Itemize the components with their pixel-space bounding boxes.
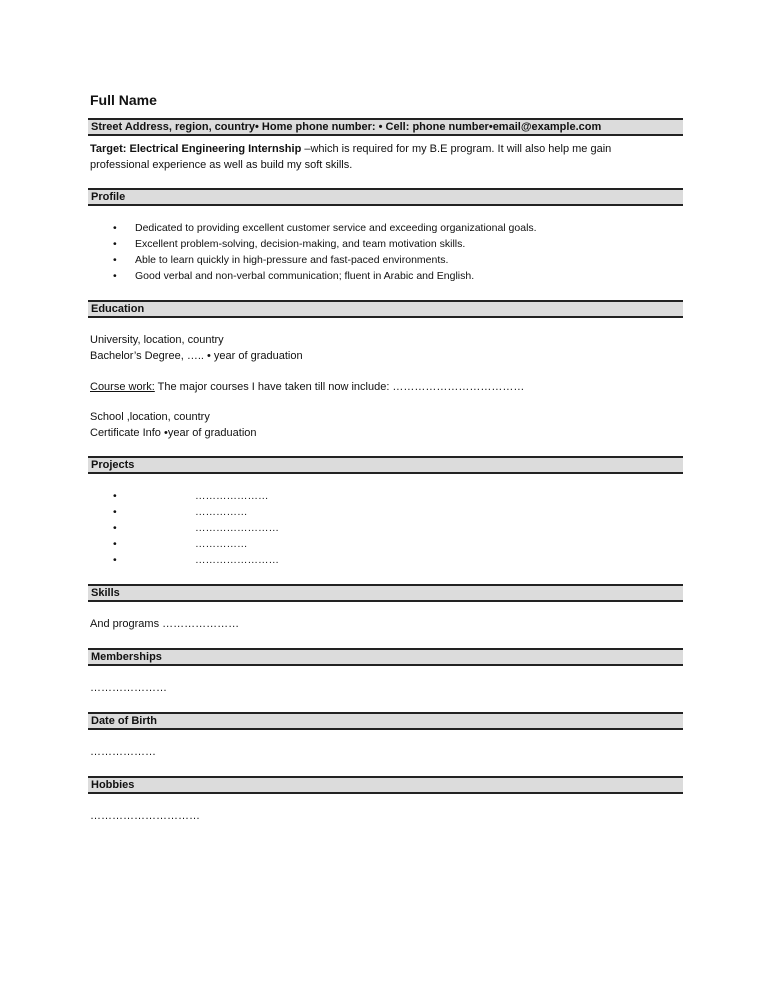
memberships-text: ………………… — [90, 682, 167, 694]
school-line: School ,location, country — [90, 411, 210, 423]
target-line-2: professional experience as well as build my soft skills. — [90, 159, 353, 171]
target-label: Target: Electrical Engineering Internship — [90, 143, 302, 155]
course-work-text: The major courses I have taken till now include: ……………………………… — [154, 381, 525, 393]
bullet-icon: • — [113, 506, 117, 518]
project-item: …………… — [195, 506, 248, 518]
bullet-icon: • — [113, 554, 117, 566]
list-item — [113, 268, 537, 284]
target-line-1 — [90, 141, 611, 157]
course-work-label: Course work: — [90, 381, 155, 393]
target-text-1: –which is required for my B.E program. It will also help me gain — [301, 143, 612, 155]
bullet-icon: • — [113, 270, 117, 282]
list-item — [113, 552, 279, 568]
section-heading-hobbies: Hobbies — [88, 776, 683, 794]
full-name-heading: Full Name — [90, 92, 157, 108]
section-heading-projects: Projects — [88, 456, 683, 474]
list-item — [113, 536, 279, 552]
bullet-icon: • — [113, 538, 117, 550]
list-item — [113, 252, 537, 268]
section-heading-date-of-birth: Date of Birth — [88, 712, 683, 730]
profile-item: Dedicated to providing excellent customer service and exceeding organizational goals. — [135, 222, 537, 234]
bullet-icon: • — [113, 222, 117, 234]
list-item — [113, 220, 537, 236]
profile-item: Able to learn quickly in high-pressure and fast-paced environments. — [135, 254, 449, 266]
bullet-icon: • — [113, 238, 117, 250]
course-work-line — [90, 379, 524, 395]
project-item: …………………… — [195, 554, 279, 566]
projects-list — [113, 488, 279, 568]
list-item — [113, 236, 537, 252]
date-of-birth-text: ……………… — [90, 746, 156, 758]
bullet-icon: • — [113, 522, 117, 534]
skills-text: And programs ………………… — [90, 618, 240, 630]
section-heading-education: Education — [88, 300, 683, 318]
project-item: …………… — [195, 538, 248, 550]
list-item — [113, 504, 279, 520]
degree-line: Bachelor’s Degree, ….. • year of graduation — [90, 350, 303, 362]
section-heading-skills: Skills — [88, 584, 683, 602]
profile-item: Good verbal and non-verbal communication; fluent in Arabic and English. — [135, 270, 475, 282]
bullet-icon: • — [113, 254, 117, 266]
profile-list — [113, 220, 537, 284]
section-heading-memberships: Memberships — [88, 648, 683, 666]
contact-bar: Street Address, region, country• Home phone number: • Cell: phone number•email@example.com — [88, 118, 683, 136]
list-item — [113, 520, 279, 536]
section-heading-profile: Profile — [88, 188, 683, 206]
hobbies-text: ………………………… — [90, 810, 200, 822]
certificate-line: Certificate Info •year of graduation — [90, 427, 257, 439]
project-item: ………………… — [195, 490, 269, 502]
bullet-icon: • — [113, 490, 117, 502]
university-line: University, location, country — [90, 334, 224, 346]
list-item — [113, 488, 279, 504]
profile-item: Excellent problem-solving, decision-making, and team motivation skills. — [135, 238, 466, 250]
project-item: …………………… — [195, 522, 279, 534]
